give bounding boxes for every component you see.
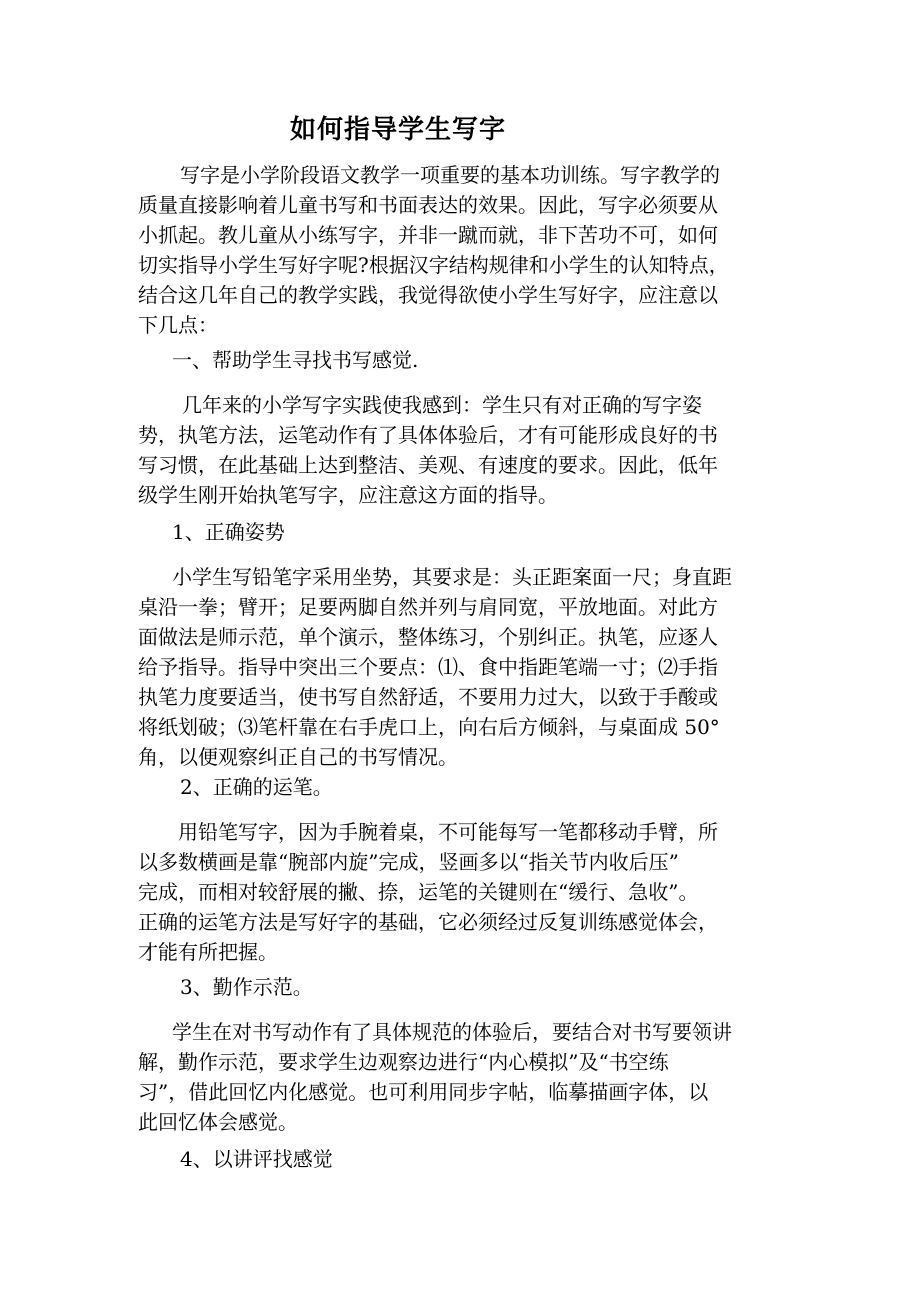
- section-heading: 一、帮助学生寻找书写感觉.: [172, 348, 419, 372]
- subsection-heading: 3、勤作示范。: [180, 975, 313, 999]
- intro-paragraph: [138, 160, 778, 340]
- paragraph-line: 才能有所把握。: [138, 940, 278, 964]
- sub1-paragraph: [138, 562, 778, 772]
- section1-paragraph: [138, 390, 778, 510]
- paragraph-line: 桌沿一拳；臂开；足要两脚自然并列与肩同宽，平放地面。对此方: [138, 595, 718, 619]
- document-title: 如何指导学生写字: [290, 115, 507, 145]
- paragraph-line: 几年来的小学写字实践使我感到：学生只有对正确的写字姿: [182, 393, 702, 417]
- subsection-heading: 2、正确的运笔。: [180, 775, 333, 799]
- paragraph-line: 切实指导小学生写好字呢?根据汉字结构规律和小学生的认知特点，: [138, 253, 729, 277]
- paragraph-line: 结合这几年自己的教学实践，我觉得欲使小学生写好字，应注意以: [138, 283, 718, 307]
- paragraph-line: 将纸划破；⑶笔杆靠在右手虎口上，向右后方倾斜，与桌面成 50°: [138, 715, 720, 739]
- paragraph-line: 解，勤作示范，要求学生边观察边进行“内心模拟”及“书空练: [138, 1050, 669, 1074]
- paragraph-line: 小抓起。教儿童从小练写字，并非一蹴而就，非下苦功不可，如何: [138, 223, 718, 247]
- paragraph-line: 下几点：: [138, 313, 218, 337]
- paragraph-line: 用铅笔写字，因为手腕着桌，不可能每写一笔都移动手臂，所: [178, 820, 718, 844]
- paragraph-line: 写字是小学阶段语文教学一项重要的基本功训练。写字教学的: [180, 163, 720, 187]
- paragraph-line: 级学生刚开始执笔写字，应注意这方面的指导。: [138, 483, 558, 507]
- paragraph-line: 正确的运笔方法是写好字的基础，它必须经过反复训练感觉体会，: [138, 910, 718, 934]
- sub3-paragraph: [138, 1017, 778, 1137]
- subsection-heading: 4、以讲评找感觉: [180, 1147, 333, 1171]
- paragraph-line: 写习惯，在此基础上达到整洁、美观、有速度的要求。因此，低年: [138, 453, 718, 477]
- paragraph-line: 小学生写铅笔字采用坐势，其要求是：头正距案面一尺；身直距: [172, 565, 732, 589]
- paragraph-line: 角，以便观察纠正自己的书写情况。: [138, 745, 458, 769]
- paragraph-line: 质量直接影响着儿童书写和书面表达的效果。因此，写字必须要从: [138, 193, 718, 217]
- paragraph-line: 习”，借此回忆内化感觉。也可利用同步字帖，临摹描画字体，以: [138, 1080, 709, 1104]
- paragraph-line: 执笔力度要适当，使书写自然舒适，不要用力过大，以致于手酸或: [138, 685, 718, 709]
- paragraph-line: 以多数横画是靠“腕部内旋”完成，竖画多以“指关节内收后压”: [138, 850, 679, 874]
- paragraph-line: 给予指导。指导中突出三个要点：⑴、食中指距笔端一寸；⑵手指: [138, 655, 718, 679]
- paragraph-line: 此回忆体会感觉。: [138, 1110, 298, 1134]
- paragraph-line: 完成，而相对较舒展的撇、捺，运笔的关键则在“缓行、急收”。: [138, 880, 699, 904]
- paragraph-line: 面做法是师示范，单个演示，整体练习，个别纠正。执笔，应逐人: [138, 625, 718, 649]
- sub2-paragraph: [138, 817, 778, 967]
- subsection-heading: 1、正确姿势: [172, 520, 285, 544]
- paragraph-line: 势，执笔方法，运笔动作有了具体体验后，才有可能形成良好的书: [138, 423, 718, 447]
- paragraph-line: 学生在对书写动作有了具体规范的体验后，要结合对书写要领讲: [172, 1020, 732, 1044]
